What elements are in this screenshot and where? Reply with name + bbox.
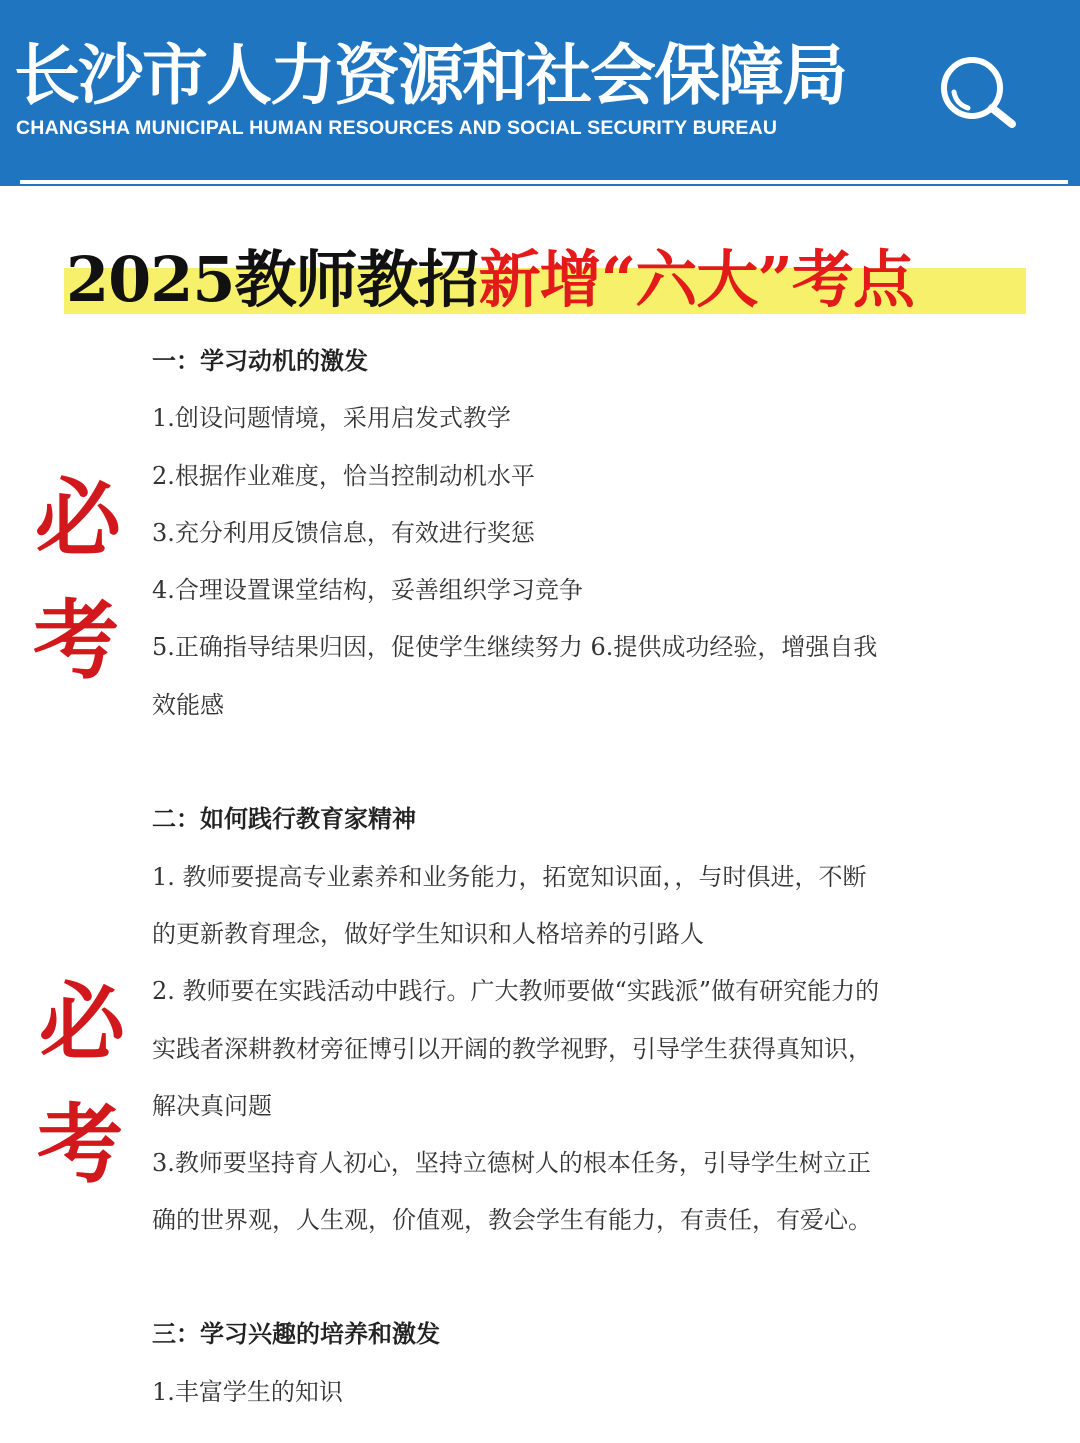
list-item: 实践者深耕教材旁征博引以开阔的教学视野，引导学生获得真知识， (152, 1035, 872, 1063)
bureau-subtitle: CHANGSHA MUNICIPAL HUMAN RESOURCES AND SOCIAL SECURITY BUREAU (16, 117, 778, 139)
page-title (66, 240, 914, 320)
list-item: 确的世界观，人生观，价值观，教会学生有能力，有责任，有爱心。 (152, 1206, 872, 1234)
list-item: 1.创设问题情境，采用启发式教学 (152, 404, 511, 432)
section-title-2: 二：如何践行教育家精神 (152, 804, 416, 833)
list-item: 解决真问题 (152, 1092, 272, 1120)
list-item: 1. 教师要提高专业素养和业务能力，拓宽知识面，，与时俱进，不断 (152, 863, 867, 891)
list-item: 的更新教育理念，做好学生知识和人格培养的引路人 (152, 920, 704, 948)
stamp-bi-2: 必 (39, 972, 125, 1073)
list-item: 5.正确指导结果归因，促使学生继续努力 6.提供成功经验，增强自我 (152, 633, 878, 661)
list-item: 2. 教师要在实践活动中践行。广大教师要做“实践派”做有研究能力的 (152, 977, 880, 1005)
section-title-1: 一：学习动机的激发 (152, 346, 368, 375)
list-item: 1.丰富学生的知识 (152, 1378, 343, 1406)
list-item: 效能感 (152, 691, 224, 719)
list-item: 2.根据作业难度，恰当控制动机水平 (152, 462, 535, 490)
banner-divider (20, 180, 1068, 184)
list-item: 3.充分利用反馈信息，有效进行奖惩 (152, 519, 535, 547)
stamp-kao-1: 考 (33, 590, 119, 691)
bureau-title: 长沙市人力资源和社会保障局 (14, 37, 846, 114)
title-highlight-part: 新增“六大”考点 (478, 243, 914, 316)
stamp-bi-1: 必 (35, 468, 121, 569)
stamp-kao-2: 考 (37, 1094, 123, 1195)
header-banner (0, 0, 1080, 186)
title-year-part: 2025教师教招 (66, 243, 479, 316)
search-icon[interactable] (932, 50, 1024, 134)
list-item: 4.合理设置课堂结构，妥善组织学习竞争 (152, 576, 583, 604)
section-title-3: 三：学习兴趣的培养和激发 (152, 1319, 440, 1348)
list-item: 3.教师要坚持育人初心，坚持立德树人的根本任务，引导学生树立正 (152, 1149, 871, 1177)
